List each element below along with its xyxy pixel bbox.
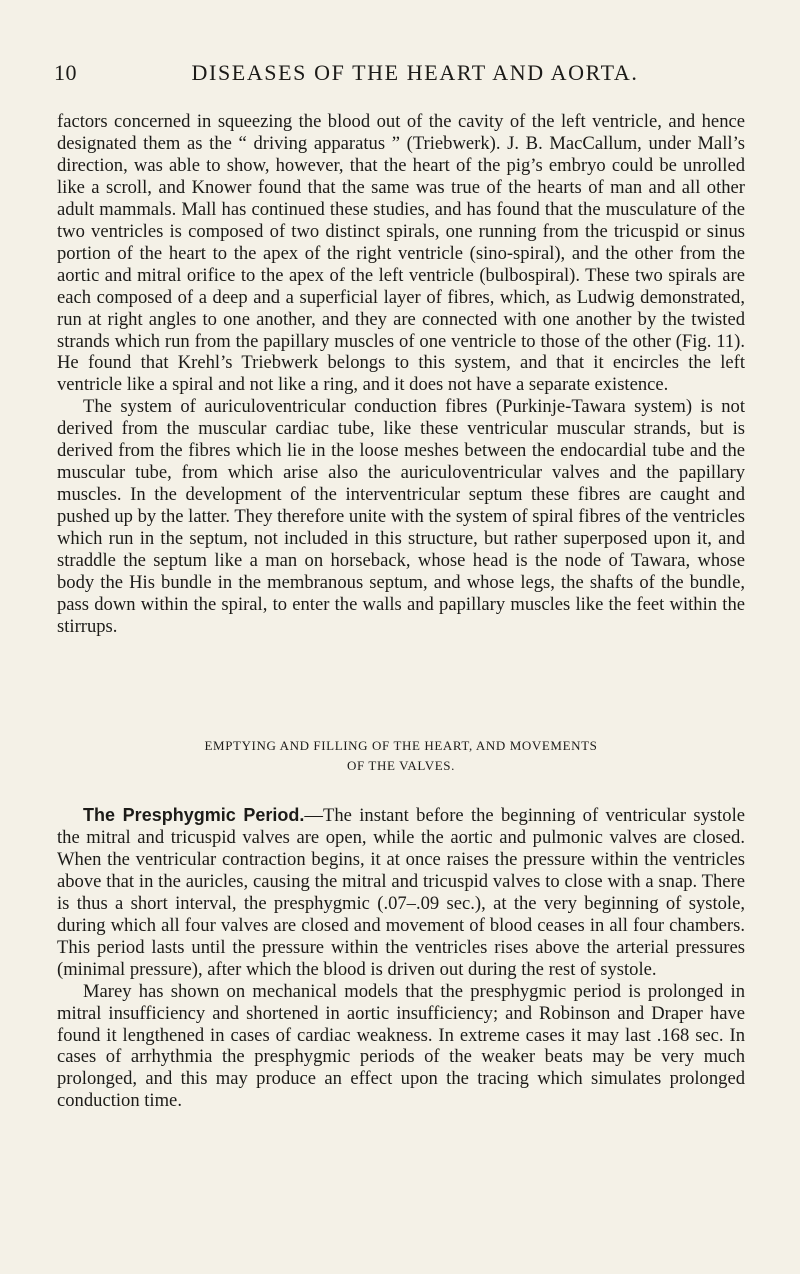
paragraph-presphygmic <box>57 805 745 981</box>
paragraph-marey: Marey has shown on mechanical models that the presphygmic period is prolonged in mitral insufficiency and shortened in aortic insufficiency; and Robinson and Draper have found it lengthened in cases of cardiac weakness. In extreme cases it may last .168 sec. In cases of arrhythmia the presphygmic periods of the weaker beats may be very much prolonged, and this may produce an effect upon the tracing which simulates prolonged conduction time. <box>57 980 745 1112</box>
run-in-heading: The Presphygmic Period. <box>83 805 305 825</box>
paragraph-presphygmic-text: —The instant before the beginning of ventricular systole the mitral and tricuspid valves are open, while the aortic and pulmonic valves are closed. When the ventricular contraction begins, it at once raises the pressure within the ventricles above that in the auricles, causing the mitral and tricuspid valves to close with a snap. There is thus a short interval, the presphygmic (.07–.09 sec.), at the very beginning of systole, during which all four valves are closed and movement of blood ceases in all four chambers. This period lasts until the pressure within the ventricles rises above the arterial pressures (minimal pressure), after which the blood is driven out during the rest of systole. <box>57 805 746 980</box>
running-head <box>54 60 746 90</box>
running-title: DISEASES OF THE HEART AND AORTA. <box>191 60 639 85</box>
paragraph-continued: factors concerned in squeezing the blood out of the cavity of the left ventricle, and hence designated them as the “ driving apparatus ” (Triebwerk). J. B. MacCallum, under Mall’s direction, was able to show, however, that the heart of the pig’s embryo could be unrolled like a scroll, and Knower found that the same was true of the hearts of man and all other adult mammals. Mall has continued these studies, and has found that the musculature of the two ventricles is composed of two distinct spirals, one running from the tricuspid or sinus portion of the heart to the apex of the right ventricle (sino-spiral), and the other from the aortic and mitral orifice to the apex of the left ventricle (bulbospiral). These two spirals are each composed of a deep and a superficial layer of fibres, which, as Ludwig demonstrated, run at right angles to one another, and they are connected with one another by the twisted strands which run from the papillary muscles of one ventricle to those of the other (Fig. 11). He found that Krehl’s Triebwerk belongs to this system, and that it encircles the left ventricle like a spiral and not like a ring, and it does not have a separate existence. <box>57 111 745 396</box>
text-block-top <box>57 111 745 638</box>
page-number: 10 <box>54 60 77 85</box>
section-heading <box>57 736 745 776</box>
section-heading-line-2: OF THE VALVES. <box>347 758 455 773</box>
paragraph-conduction-system: The system of auriculoventricular conduction fibres (Purkinje-Tawara system) is not derived from the muscular cardiac tube, like these ventricular muscular strands, but is derived from the fibres which lie in the loose meshes between the endocardial tube and the muscular tube, from which arise also the auriculoventricular valves and the papillary muscles. In the development of the interventricular septum these fibres are caught and pushed up by the latter. They therefore unite with the system of spiral fibres of the ventricles which run in the septum, not included in this structure, but rather superposed upon it, and straddle the septum like a man on horseback, whose head is the node of Tawara, whose body the His bundle in the membranous septum, and whose legs, the shafts of the bundle, pass down within the spiral, to enter the walls and papillary muscles like the feet within the stirrups. <box>57 396 745 637</box>
text-block-bottom <box>57 805 745 1112</box>
section-heading-line-1: EMPTYING AND FILLING OF THE HEART, AND MOVEMENTS <box>204 738 598 753</box>
